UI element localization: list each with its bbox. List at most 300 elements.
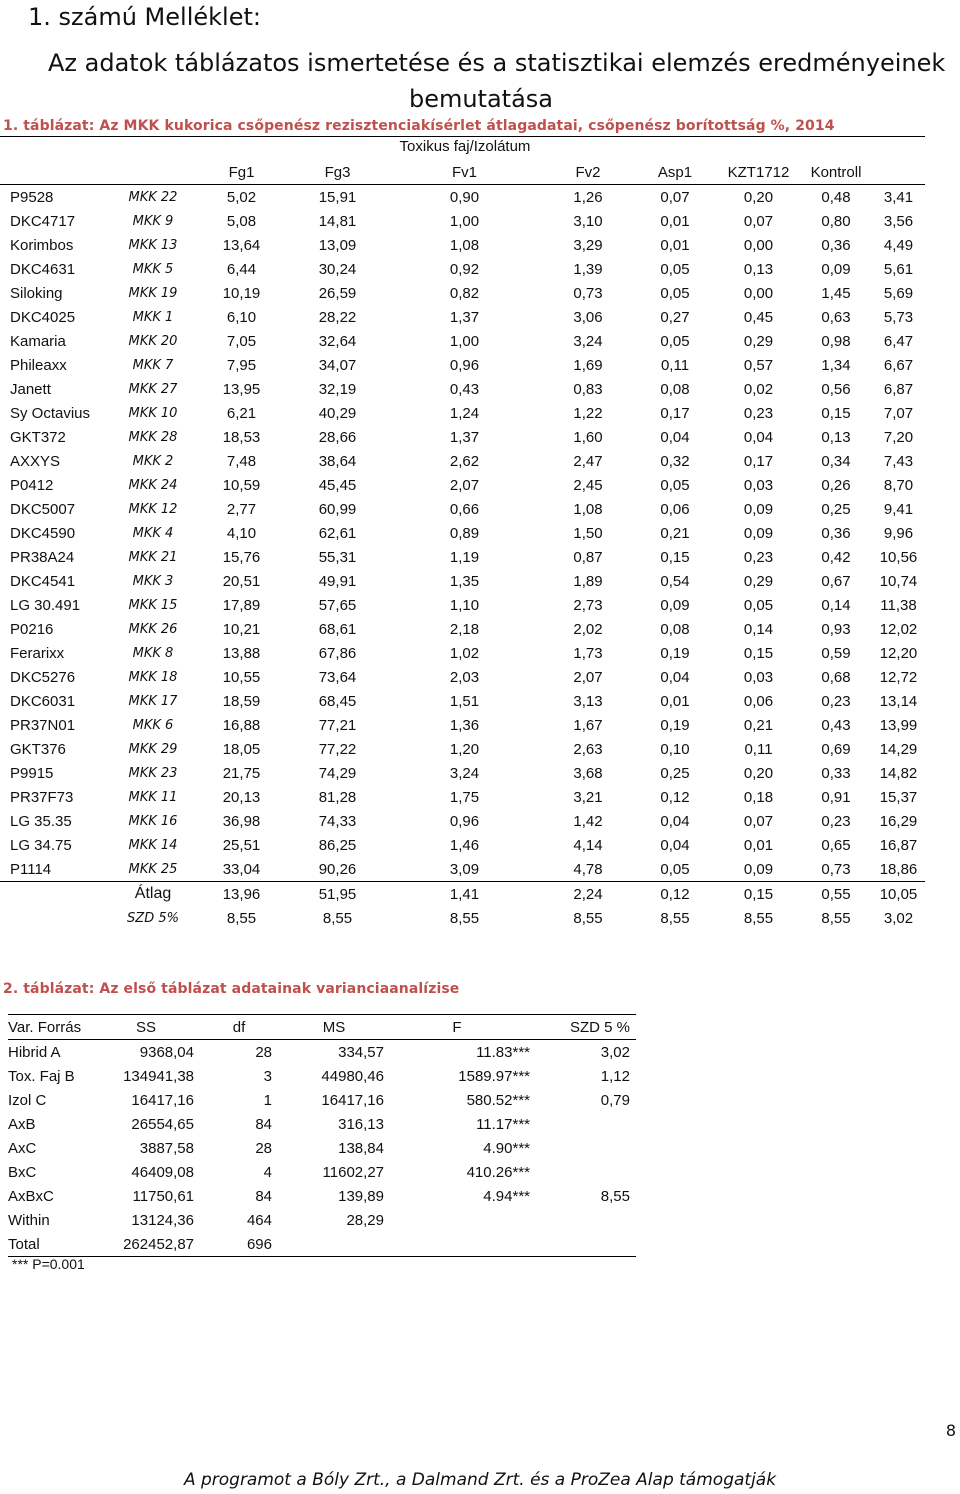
cell-value: 1,10 xyxy=(449,596,480,614)
hybrid-name: GKT372 xyxy=(10,428,66,446)
anova-source: Hibrid A xyxy=(8,1043,61,1061)
cell-value: 0,01 xyxy=(743,836,774,854)
hybrid-code: MKK 13 xyxy=(128,237,178,253)
cell-value: 13,88 xyxy=(222,644,261,662)
cell-value: 7,07 xyxy=(883,404,914,422)
cell-value: 1,89 xyxy=(573,572,603,590)
hybrid-code: MKK 25 xyxy=(112,857,194,882)
cell-value: 1,00 xyxy=(449,212,480,230)
anova-value xyxy=(284,1232,384,1257)
hybrid-code: MKK 2 xyxy=(132,453,174,469)
cell-value: 0,80 xyxy=(821,212,851,230)
hybrid-code: MKK 6 xyxy=(132,717,174,733)
cell-value: 0,14 xyxy=(821,596,851,614)
cell-value: 0,23 xyxy=(743,404,774,422)
table-row xyxy=(0,665,925,689)
cell-value: 0,12 xyxy=(660,788,690,806)
hybrid-name: PR38A24 xyxy=(10,548,75,566)
table-row xyxy=(0,209,925,233)
cell-value: 1,02 xyxy=(449,644,480,662)
hybrid-code: MKK 29 xyxy=(128,741,178,757)
summary-value: 8,55 xyxy=(226,909,257,927)
table-row xyxy=(0,425,925,449)
table-row xyxy=(0,569,925,593)
anova-row xyxy=(8,1088,636,1112)
hybrid-name: PR37F73 xyxy=(10,788,74,806)
cell-value: 0,56 xyxy=(821,380,851,398)
cell-value: 18,86 xyxy=(872,857,925,882)
col-header: Fv2 xyxy=(543,160,633,185)
hybrid-name: DKC5276 xyxy=(10,668,76,686)
cell-value: 4,10 xyxy=(226,524,257,542)
cell-value: 4,78 xyxy=(543,857,633,882)
table-row xyxy=(0,401,925,425)
col-header: df xyxy=(194,1015,284,1040)
cell-value: 0,73 xyxy=(573,284,603,302)
cell-value: 1,26 xyxy=(573,188,603,206)
hybrid-code: MKK 4 xyxy=(132,525,174,541)
hybrid-code: MKK 28 xyxy=(128,429,178,445)
cell-value: 1,08 xyxy=(573,500,603,518)
col-header: Kontroll xyxy=(800,160,872,185)
cell-value: 0,01 xyxy=(660,692,690,710)
cell-value: 0,36 xyxy=(821,524,851,542)
anova-row xyxy=(8,1040,636,1065)
cell-value: 0,21 xyxy=(660,524,690,542)
cell-value: 57,65 xyxy=(318,596,357,614)
cell-value: 13,09 xyxy=(318,236,357,254)
cell-value: 0,29 xyxy=(743,572,774,590)
cell-value: 0,04 xyxy=(660,428,690,446)
anova-value: 28 xyxy=(255,1139,272,1157)
table-row xyxy=(0,761,925,785)
summary-value: 0,55 xyxy=(821,885,851,903)
cell-value: 0,34 xyxy=(821,452,851,470)
cell-value: 10,21 xyxy=(222,620,261,638)
cell-value: 1,69 xyxy=(573,356,603,374)
cell-value: 81,28 xyxy=(318,788,357,806)
cell-value: 0,87 xyxy=(573,548,603,566)
hybrid-name: P0216 xyxy=(10,620,54,638)
cell-value: 0,19 xyxy=(660,644,690,662)
hybrid-name: DKC4631 xyxy=(10,260,76,278)
hybrid-code: MKK 7 xyxy=(132,357,174,373)
cell-value: 13,14 xyxy=(879,692,918,710)
col-header: Fv1 xyxy=(386,160,543,185)
hybrid-name: LG 30.491 xyxy=(10,596,81,614)
table-row xyxy=(0,377,925,401)
page-subheading-line2: bemutatása xyxy=(408,85,553,113)
cell-value: 25,51 xyxy=(222,836,261,854)
summary-label: SZD 5% xyxy=(127,910,179,926)
cell-value: 16,88 xyxy=(222,716,261,734)
hybrid-name: P9528 xyxy=(10,188,54,206)
cell-value: 0,43 xyxy=(821,716,851,734)
cell-value: 2,07 xyxy=(449,476,480,494)
table-row xyxy=(0,185,925,210)
table-row xyxy=(0,737,925,761)
cell-value: 2,47 xyxy=(573,452,603,470)
anova-value: 1589.97*** xyxy=(458,1067,530,1085)
cell-value: 1,45 xyxy=(821,284,851,302)
cell-value: 1,24 xyxy=(449,404,480,422)
anova-value: 28 xyxy=(255,1043,272,1061)
cell-value: 0,04 xyxy=(660,812,690,830)
cell-value: 2,77 xyxy=(226,500,257,518)
cell-value: 0,83 xyxy=(573,380,603,398)
anova-value: 0,79 xyxy=(600,1091,630,1109)
anova-value: 3,02 xyxy=(600,1043,630,1061)
anova-value: 334,57 xyxy=(338,1043,384,1061)
cell-value: 0,05 xyxy=(660,332,690,350)
cell-value: 0,27 xyxy=(660,308,690,326)
cell-value: 1,42 xyxy=(573,812,603,830)
anova-value: 696 xyxy=(194,1232,284,1257)
cell-value: 1,75 xyxy=(449,788,480,806)
summary-value: 0,12 xyxy=(660,885,690,903)
hybrid-name: AXXYS xyxy=(10,452,61,470)
cell-value: 7,95 xyxy=(226,356,257,374)
page-number: 8 xyxy=(945,1421,956,1440)
table-row xyxy=(0,809,925,833)
cell-value: 0,73 xyxy=(800,857,872,882)
cell-value: 14,29 xyxy=(879,740,918,758)
table-row xyxy=(0,521,925,545)
anova-row xyxy=(8,1232,636,1257)
anova-value: 410.26*** xyxy=(466,1163,530,1181)
anova-value: 580.52*** xyxy=(466,1091,530,1109)
table-row xyxy=(0,449,925,473)
cell-value: 45,45 xyxy=(318,476,357,494)
cell-value: 0,18 xyxy=(743,788,774,806)
cell-value: 17,89 xyxy=(222,596,261,614)
cell-value: 6,21 xyxy=(226,404,257,422)
cell-value: 67,86 xyxy=(318,644,357,662)
cell-value: 0,82 xyxy=(449,284,480,302)
hybrid-name: Phileaxx xyxy=(10,356,67,374)
cell-value: 0,23 xyxy=(821,692,851,710)
table1 xyxy=(0,136,925,930)
hybrid-code: MKK 19 xyxy=(128,285,178,301)
cell-value: 77,21 xyxy=(318,716,357,734)
cell-value: 2,63 xyxy=(573,740,603,758)
anova-value xyxy=(530,1112,636,1136)
table-row xyxy=(0,713,925,737)
cell-value: 0,17 xyxy=(743,452,774,470)
summary-value: 51,95 xyxy=(318,885,357,903)
cell-value: 1,60 xyxy=(573,428,603,446)
cell-value: 0,92 xyxy=(449,260,480,278)
cell-value: 26,59 xyxy=(318,284,357,302)
anova-value: 46409,08 xyxy=(131,1163,194,1181)
table-row xyxy=(0,257,925,281)
hybrid-name: Janett xyxy=(10,380,51,398)
cell-value: 3,10 xyxy=(573,212,603,230)
anova-row xyxy=(8,1112,636,1136)
cell-value: 0,09 xyxy=(660,596,690,614)
cell-value: 0,08 xyxy=(660,380,690,398)
cell-value: 6,87 xyxy=(883,380,914,398)
cell-value: 40,29 xyxy=(318,404,357,422)
table-row xyxy=(0,353,925,377)
cell-value: 12,20 xyxy=(879,644,918,662)
anova-value xyxy=(530,1232,636,1257)
cell-value: 0,63 xyxy=(821,308,851,326)
anova-value: 11.83*** xyxy=(476,1043,530,1061)
cell-value: 15,37 xyxy=(879,788,918,806)
cell-value: 15,91 xyxy=(318,188,357,206)
cell-value: 28,22 xyxy=(318,308,357,326)
cell-value: 1,39 xyxy=(573,260,603,278)
cell-value: 49,91 xyxy=(318,572,357,590)
cell-value: 6,10 xyxy=(226,308,257,326)
hybrid-code: MKK 16 xyxy=(128,813,178,829)
anova-value: 464 xyxy=(246,1211,272,1229)
anova-value: 16417,16 xyxy=(321,1091,384,1109)
hybrid-code: MKK 17 xyxy=(128,693,178,709)
cell-value: 0,13 xyxy=(821,428,851,446)
hybrid-name: DKC4541 xyxy=(10,572,76,590)
cell-value: 18,05 xyxy=(222,740,261,758)
cell-value: 2,07 xyxy=(573,668,603,686)
anova-value: 3 xyxy=(263,1067,272,1085)
cell-value: 3,09 xyxy=(386,857,543,882)
col-header: MS xyxy=(284,1015,384,1040)
cell-value: 0,26 xyxy=(821,476,851,494)
cell-value: 77,22 xyxy=(318,740,357,758)
cell-value: 1,51 xyxy=(449,692,480,710)
cell-value: 60,99 xyxy=(318,500,357,518)
hybrid-name: Sy Octavius xyxy=(10,404,91,422)
cell-value: 4,49 xyxy=(883,236,914,254)
cell-value: 0,07 xyxy=(743,212,774,230)
cell-value: 5,02 xyxy=(226,188,257,206)
anova-value: 4.94*** xyxy=(483,1187,530,1205)
cell-value: 33,04 xyxy=(194,857,289,882)
cell-value: 0,03 xyxy=(743,668,774,686)
cell-value: 15,76 xyxy=(222,548,261,566)
cell-value: 16,29 xyxy=(879,812,918,830)
cell-value: 1,19 xyxy=(449,548,480,566)
anova-value: 1 xyxy=(263,1091,272,1109)
hybrid-code: MKK 5 xyxy=(132,261,174,277)
cell-value: 1,73 xyxy=(573,644,603,662)
anova-value: 11.17*** xyxy=(476,1115,530,1133)
table-row xyxy=(0,689,925,713)
cell-value: 14,82 xyxy=(879,764,918,782)
anova-value: 11750,61 xyxy=(132,1187,194,1205)
table-row xyxy=(0,641,925,665)
table1-header-row xyxy=(0,160,925,185)
hybrid-code: MKK 26 xyxy=(128,621,178,637)
anova-value: 13124,36 xyxy=(131,1211,194,1229)
cell-value: 10,56 xyxy=(879,548,918,566)
cell-value: 0,13 xyxy=(743,260,774,278)
cell-value: 10,19 xyxy=(222,284,261,302)
cell-value: 62,61 xyxy=(318,524,357,542)
cell-value: 0,00 xyxy=(743,284,774,302)
cell-value: 2,73 xyxy=(573,596,603,614)
cell-value: 74,33 xyxy=(318,812,357,830)
cell-value: 32,19 xyxy=(318,380,357,398)
cell-value: 0,93 xyxy=(821,620,851,638)
cell-value: 10,59 xyxy=(222,476,261,494)
cell-value: 0,25 xyxy=(660,764,690,782)
cell-value: 14,81 xyxy=(318,212,357,230)
table-row xyxy=(0,281,925,305)
anova-source: BxC xyxy=(8,1163,37,1181)
cell-value: 1,37 xyxy=(449,308,480,326)
cell-value: 0,89 xyxy=(449,524,480,542)
cell-value: 0,45 xyxy=(743,308,774,326)
cell-value: 0,05 xyxy=(660,284,690,302)
hybrid-code: MKK 10 xyxy=(128,405,178,421)
cell-value: 0,05 xyxy=(633,857,717,882)
hybrid-name: DKC5007 xyxy=(10,500,76,518)
hybrid-name: P9915 xyxy=(10,764,54,782)
cell-value: 0,19 xyxy=(660,716,690,734)
summary-value: 3,02 xyxy=(883,909,914,927)
anova-value xyxy=(530,1160,636,1184)
summary-value: 8,55 xyxy=(821,909,851,927)
cell-value: 1,20 xyxy=(449,740,480,758)
cell-value: 18,53 xyxy=(222,428,261,446)
cell-value: 0,96 xyxy=(449,356,480,374)
table2-header-row xyxy=(8,1015,636,1040)
cell-value: 7,43 xyxy=(883,452,914,470)
hybrid-code: MKK 8 xyxy=(132,645,174,661)
table-row xyxy=(0,329,925,353)
anova-value xyxy=(384,1232,530,1257)
anova-value: 26554,65 xyxy=(131,1115,194,1133)
anova-value: 4 xyxy=(263,1163,272,1181)
hybrid-name: LG 34.75 xyxy=(10,836,72,854)
cell-value: 0,21 xyxy=(743,716,774,734)
cell-value: 6,44 xyxy=(226,260,257,278)
cell-value: 3,06 xyxy=(573,308,603,326)
cell-value: 18,59 xyxy=(222,692,261,710)
hybrid-code: MKK 18 xyxy=(128,669,178,685)
cell-value: 0,36 xyxy=(821,236,851,254)
table2 xyxy=(8,1014,636,1257)
hybrid-code: MKK 14 xyxy=(128,837,178,853)
cell-value: 0,07 xyxy=(743,812,774,830)
cell-value: 0,42 xyxy=(821,548,851,566)
hybrid-code: MKK 27 xyxy=(128,381,178,397)
cell-value: 0,15 xyxy=(660,548,690,566)
cell-value: 0,05 xyxy=(660,476,690,494)
cell-value: 68,61 xyxy=(318,620,357,638)
cell-value: 3,21 xyxy=(573,788,603,806)
anova-row xyxy=(8,1184,636,1208)
cell-value: 2,45 xyxy=(573,476,603,494)
anova-value: 4.90*** xyxy=(483,1139,530,1157)
cell-value: 74,29 xyxy=(318,764,357,782)
cell-value: 34,07 xyxy=(318,356,357,374)
page-subheading-line1: Az adatok táblázatos ismertetése és a statisztikai elemzés eredményeinek xyxy=(48,49,946,77)
col-header: Var. Forrás xyxy=(8,1015,98,1040)
table-row xyxy=(0,497,925,521)
summary-value: 8,55 xyxy=(449,909,480,927)
cell-value: 1,35 xyxy=(449,572,480,590)
cell-value: 0,23 xyxy=(821,812,851,830)
cell-value: 6,47 xyxy=(883,332,914,350)
cell-value: 16,87 xyxy=(879,836,918,854)
cell-value: 0,01 xyxy=(660,212,690,230)
cell-value: 0,59 xyxy=(821,644,851,662)
col-header: Fg1 xyxy=(194,160,289,185)
cell-value: 38,64 xyxy=(318,452,357,470)
hybrid-name: PR37N01 xyxy=(10,716,76,734)
hybrid-code: MKK 21 xyxy=(128,549,178,565)
table-row xyxy=(0,233,925,257)
cell-value: 1,67 xyxy=(573,716,603,734)
cell-value: 12,72 xyxy=(879,668,918,686)
summary-value: 8,55 xyxy=(660,909,690,927)
cell-value: 0,48 xyxy=(821,188,851,206)
hybrid-name: P1114 xyxy=(0,857,112,882)
cell-value: 5,73 xyxy=(883,308,914,326)
cell-value: 0,09 xyxy=(717,857,800,882)
table2-caption: 2. táblázat: Az első táblázat adatainak varianciaanalízise xyxy=(3,981,460,997)
anova-source: Izol C xyxy=(8,1091,47,1109)
cell-value: 1,36 xyxy=(449,716,480,734)
cell-value: 0,05 xyxy=(743,596,774,614)
cell-value: 0,98 xyxy=(821,332,851,350)
cell-value: 20,13 xyxy=(222,788,261,806)
hybrid-name: DKC4590 xyxy=(10,524,76,542)
anova-value: 139,89 xyxy=(338,1187,384,1205)
significance-note: *** P=0.001 xyxy=(12,1256,85,1272)
table1-body xyxy=(0,185,925,931)
cell-value: 68,45 xyxy=(318,692,357,710)
cell-value: 0,33 xyxy=(821,764,851,782)
table-row xyxy=(0,305,925,329)
cell-value: 2,62 xyxy=(449,452,480,470)
cell-value: 0,66 xyxy=(449,500,480,518)
cell-value: 0,04 xyxy=(660,836,690,854)
anova-value: 11602,27 xyxy=(322,1163,384,1181)
cell-value: 2,02 xyxy=(573,620,603,638)
cell-value: 0,03 xyxy=(743,476,774,494)
hybrid-code: MKK 3 xyxy=(132,573,174,589)
hybrid-name: DKC6031 xyxy=(10,692,76,710)
table-row xyxy=(0,593,925,617)
hybrid-code: MKK 23 xyxy=(128,765,178,781)
anova-row xyxy=(8,1064,636,1088)
cell-value: 1,22 xyxy=(573,404,603,422)
cell-value: 6,67 xyxy=(883,356,914,374)
cell-value: 0,29 xyxy=(743,332,774,350)
cell-value: 0,23 xyxy=(743,548,774,566)
summary-value: 2,24 xyxy=(573,885,603,903)
anova-row xyxy=(8,1136,636,1160)
cell-value: 0,06 xyxy=(660,500,690,518)
col-header: Fg3 xyxy=(289,160,386,185)
cell-value: 3,29 xyxy=(573,236,603,254)
summary-row xyxy=(0,906,925,930)
anova-source: AxB xyxy=(8,1115,36,1133)
cell-value: 55,31 xyxy=(318,548,357,566)
cell-value: 5,08 xyxy=(226,212,257,230)
cell-value: 0,11 xyxy=(660,356,690,374)
cell-value: 0,20 xyxy=(743,188,774,206)
summary-value: 8,55 xyxy=(743,909,774,927)
table-row xyxy=(0,545,925,569)
cell-value: 12,02 xyxy=(879,620,918,638)
cell-value: 0,14 xyxy=(743,620,774,638)
anova-source: Total xyxy=(8,1232,98,1257)
